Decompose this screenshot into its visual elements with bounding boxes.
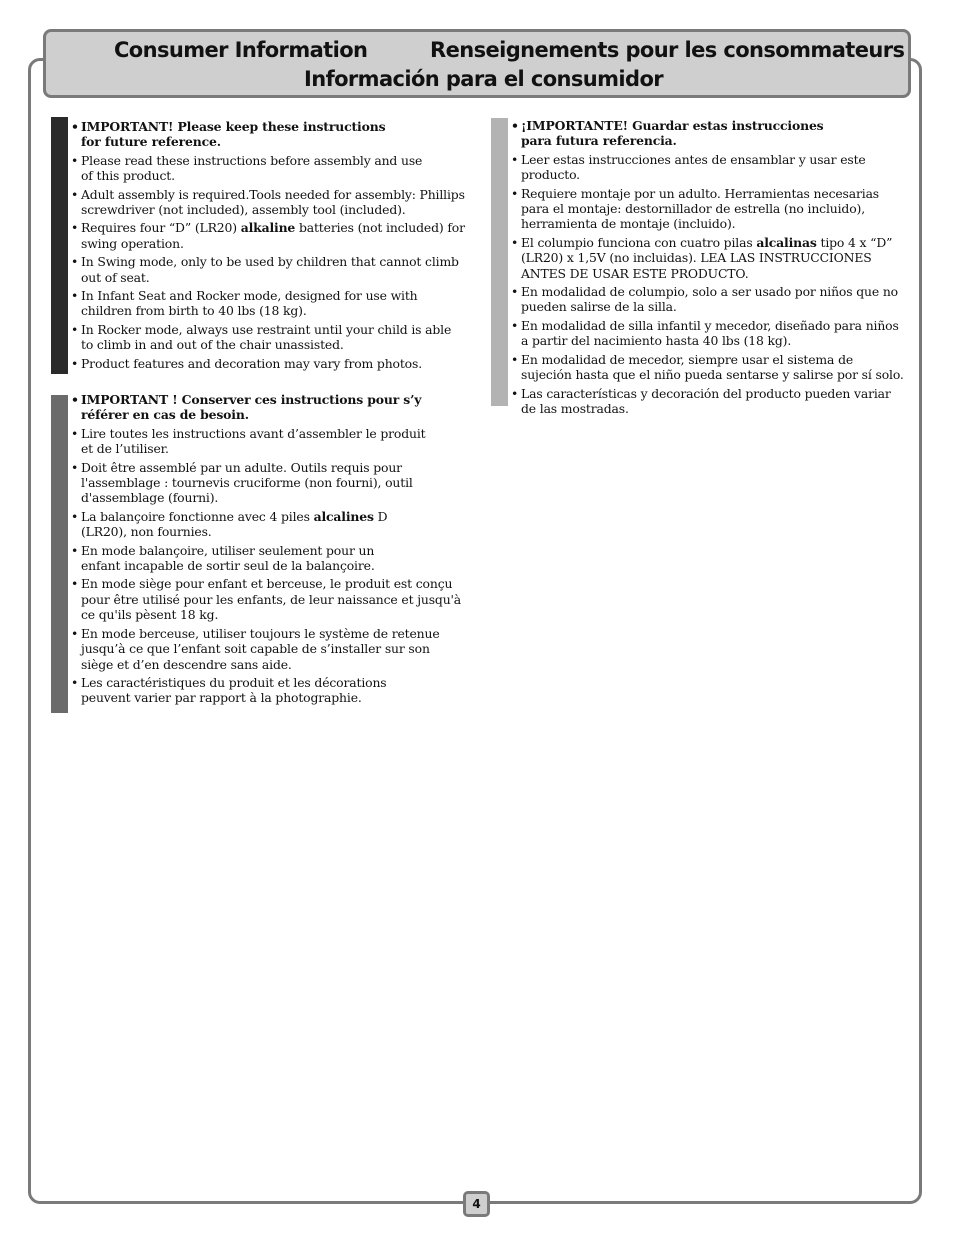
list-item: • In Rocker mode, always use restraint until your child is able to climb in and out of the chair unassisted. — [71, 322, 466, 353]
list-item: • Les caractéristiques du produit et les décorations peuvent varier par rapport à la photographie. — [71, 675, 463, 706]
list-item: • En mode siège pour enfant et berceuse, le produit est conçu pour être utilisé pour les enfants, de leur naissance et jusqu'à ce qu'ils pèsent 18 kg. — [71, 576, 463, 622]
list-item: • En modalidad de columpio, solo a ser usado por niños que no pueden salirse de la silla. — [511, 284, 907, 315]
list-item: • In Infant Seat and Rocker mode, designed for use with children from birth to 40 lbs (18 kg). — [71, 288, 466, 319]
spanish-list — [511, 118, 907, 419]
list-item: • En modalidad de silla infantil y mecedor, diseñado para niños a partir del nacimiento hasta 40 lbs (18 kg). — [511, 318, 907, 349]
list-item: • Adult assembly is required.Tools needed for assembly: Phillips screwdriver (not included), assembly tool (included). — [71, 187, 466, 218]
french-section — [51, 392, 471, 713]
list-item: • In Swing mode, only to be used by children that cannot climb out of seat. — [71, 254, 466, 285]
list-item: • Please read these instructions before assembly and use of this product. — [71, 153, 466, 184]
list-item: • El columpio funciona con cuatro pilas alcalinas tipo 4 x “D” (LR20) x 1,5V (no incluidas). LEA LAS INSTRUCCIONES ANTES DE USAR ESTE PRODUCTO. — [511, 235, 907, 281]
list-item: • IMPORTANT ! Conserver ces instructions pour s’y référer en cas de besoin. — [71, 392, 463, 423]
section-bar — [51, 117, 68, 374]
list-item: • Requiere montaje por un adulto. Herramientas necesarias para el montaje: destornillador de estrella (no incluido), herramienta de montaje (incluido). — [511, 186, 907, 232]
list-item: • Las características y decoración del producto pueden variar de las mostradas. — [511, 386, 907, 417]
french-list — [71, 392, 463, 709]
list-item: • En mode berceuse, utiliser toujours le système de retenue jusqu’à ce que l’enfant soit capable de s’installer sur son siège et d’en descendre sans aide. — [71, 626, 463, 672]
list-item: • Doit être assemblé par un adulte. Outils requis pour l'assemblage : tournevis cruciforme (non fourni), outil d'assemblage (fourni). — [71, 460, 463, 506]
title-english: Consumer Information — [114, 38, 368, 62]
title-spanish: Información para el consumidor — [304, 67, 664, 91]
page-header — [43, 29, 911, 98]
title-french: Renseignements pour les consommateurs — [430, 38, 905, 62]
list-item: • Lire toutes les instructions avant d’assembler le produit et de l’utiliser. — [71, 426, 463, 457]
english-list — [71, 119, 466, 374]
list-item: • En mode balançoire, utiliser seulement pour un enfant incapable de sortir seul de la balançoire. — [71, 543, 463, 574]
section-bar — [491, 118, 508, 406]
list-item: • Requires four “D” (LR20) alkaline batteries (not included) for swing operation. — [71, 220, 466, 251]
page-number: 4 — [463, 1191, 490, 1217]
list-item: • ¡IMPORTANTE! Guardar estas instrucciones para futura referencia. — [511, 118, 907, 149]
spanish-section — [491, 118, 911, 416]
section-bar — [51, 395, 68, 713]
list-item: • En modalidad de mecedor, siempre usar el sistema de sujeción hasta que el niño pueda sentarse y salirse por sí solo. — [511, 352, 907, 383]
list-item: • Leer estas instrucciones antes de ensamblar y usar este producto. — [511, 152, 907, 183]
english-section — [51, 117, 471, 374]
list-item: • Product features and decoration may vary from photos. — [71, 356, 466, 371]
list-item: • IMPORTANT! Please keep these instructions for future reference. — [71, 119, 466, 150]
list-item: • La balançoire fonctionne avec 4 piles alcalines D (LR20), non fournies. — [71, 509, 463, 540]
